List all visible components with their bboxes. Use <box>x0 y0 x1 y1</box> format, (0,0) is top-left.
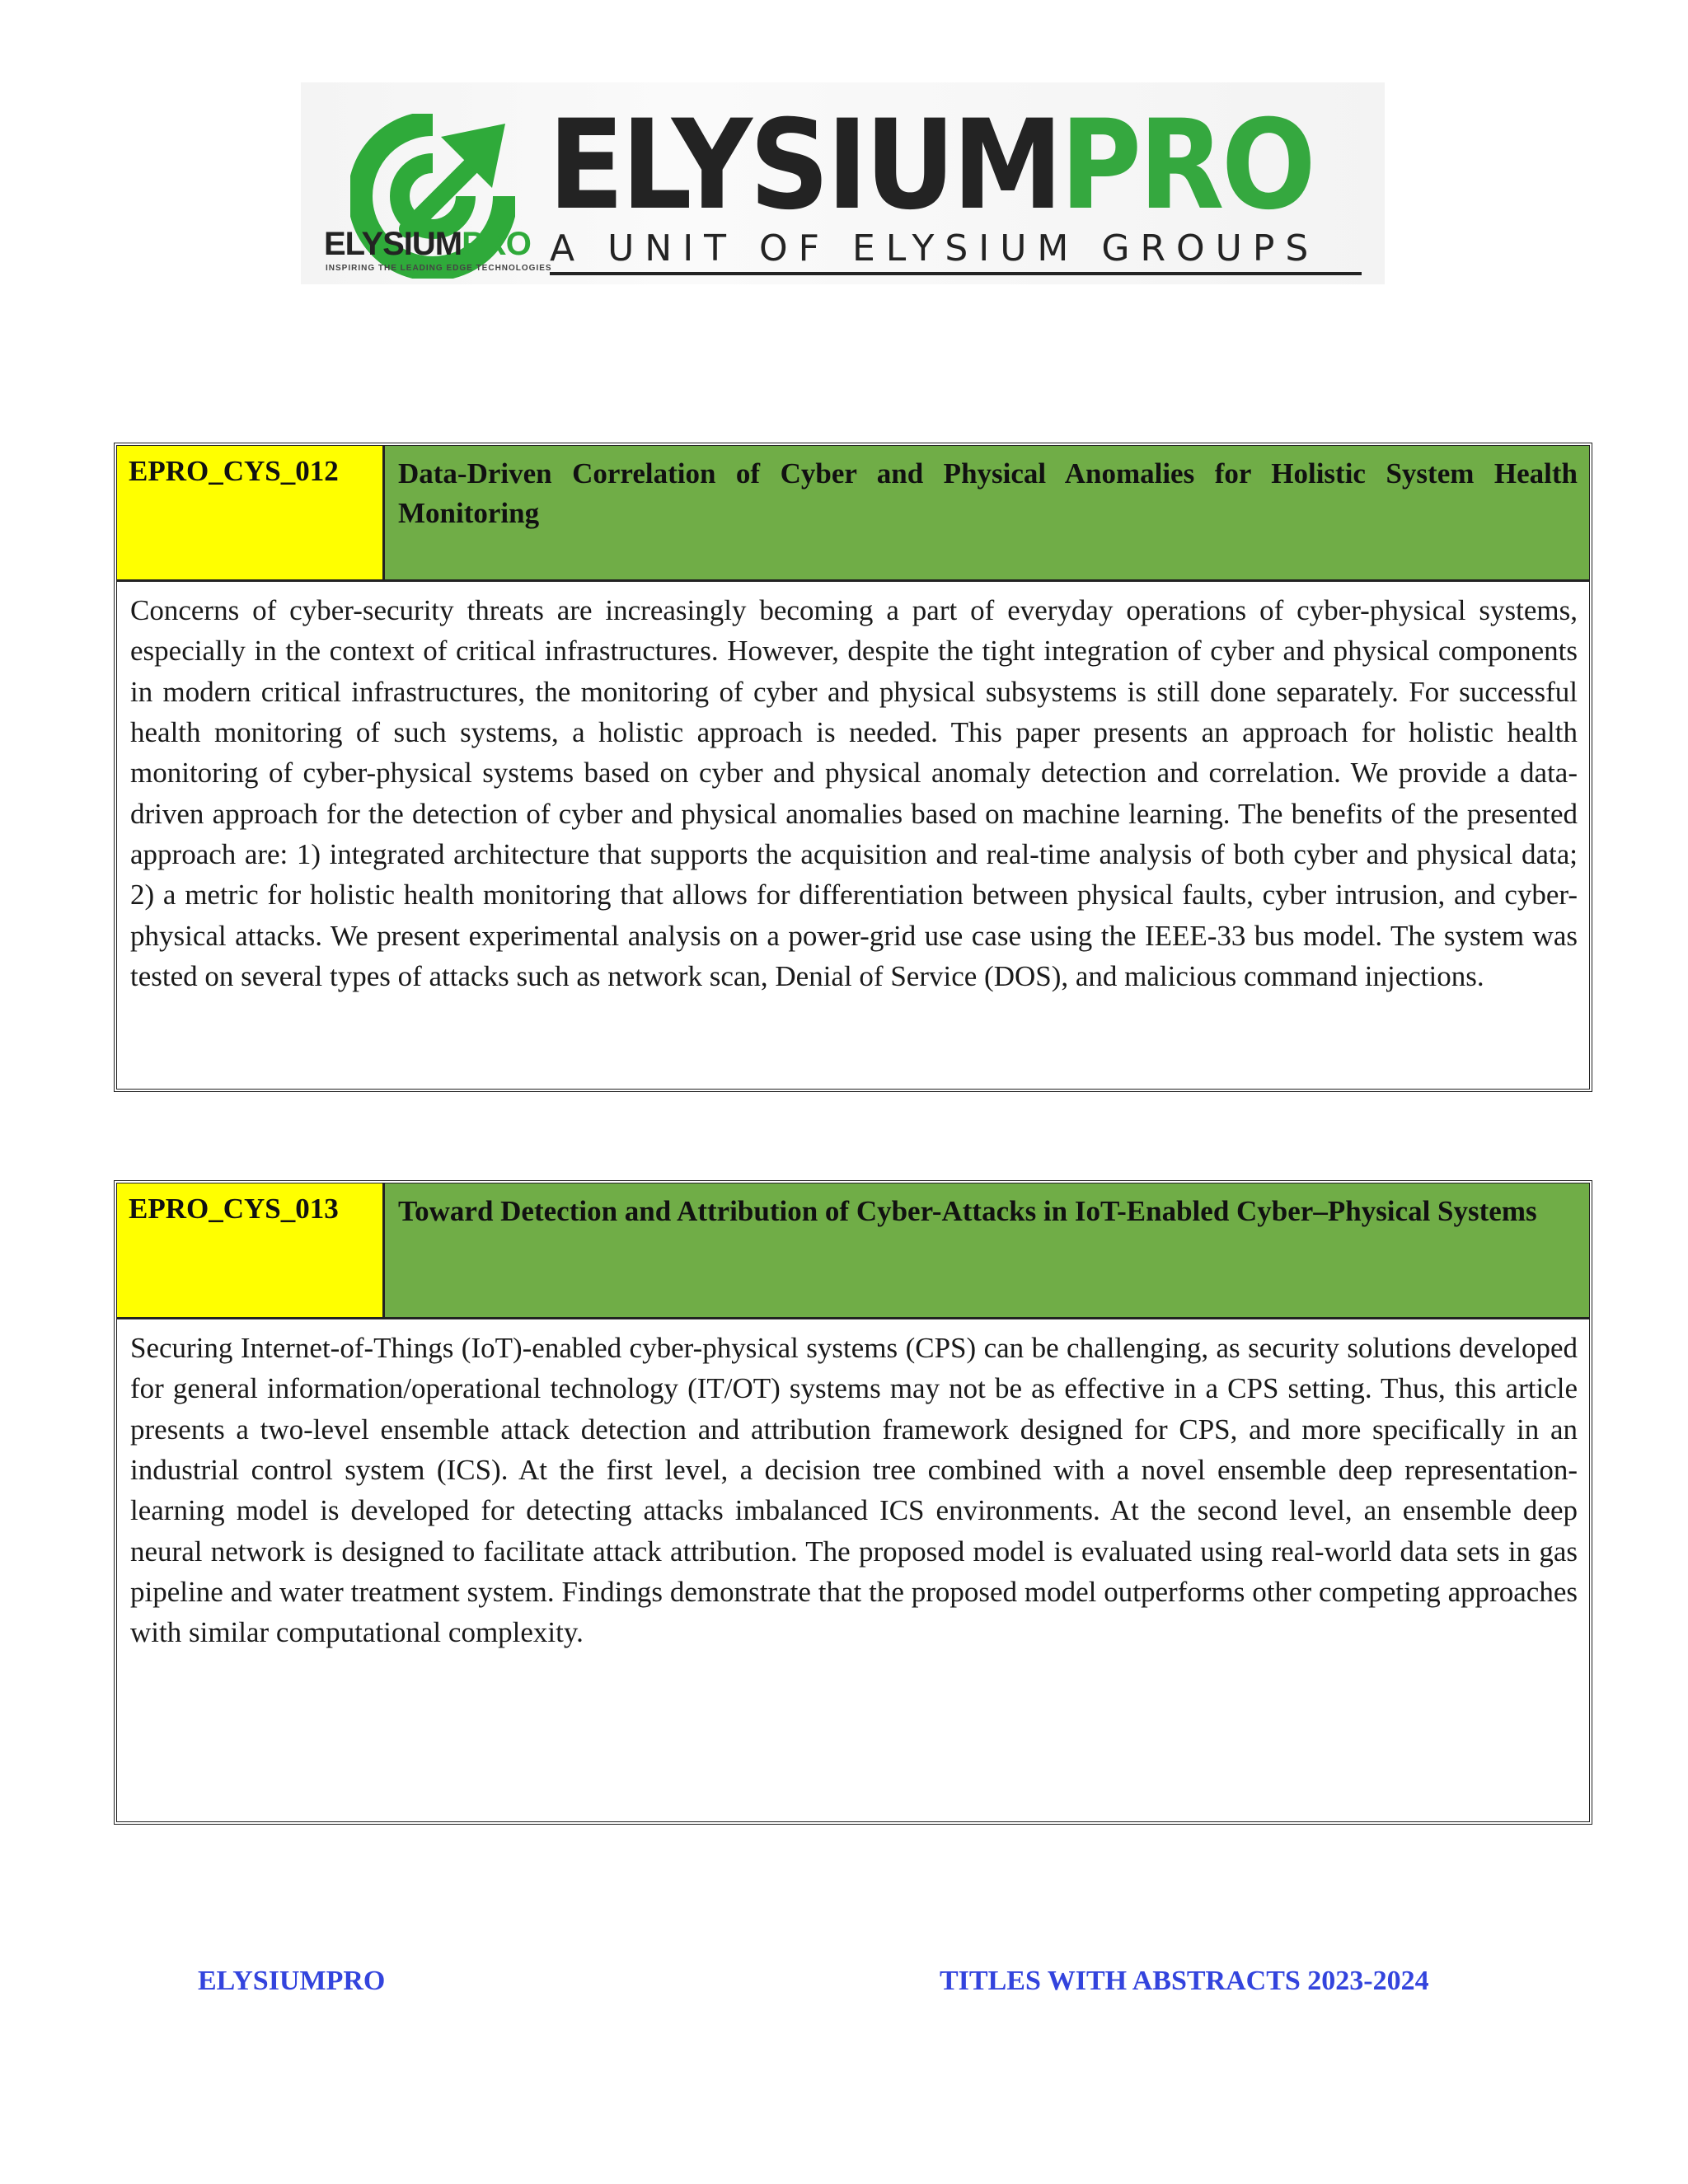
logo-unit-line: A UNIT OF ELYSIUM GROUPS <box>550 231 1362 275</box>
footer-company-name: ELYSIUMPRO <box>198 1966 386 1996</box>
project-abstract: Securing Internet-of-Things (IoT)-enabled cyber-physical systems (CPS) can be challenging, as security solutions developed for general information/operational technology (IT/OT) systems may not be as effective in a CPS setting. Thus, this article presents a two-level ensemble attack detection and attribution framework designed for CPS, and more specifically in an industrial control system (ICS). At the first level, a decision tree combined with a novel ensemble deep representation-learning model is developed for detecting attacks imbalanced ICS environments. At the second level, an ensemble deep neural network is designed to facilitate attack attribution. The proposed model is evaluated using real-world data sets in gas pipeline and water treatment system. Findings demonstrate that the proposed model outperforms other competing approaches with similar computational complexity. <box>130 1332 1578 1649</box>
entry-header-row <box>117 446 1589 582</box>
logo-small-name: ELYSIUMPRO <box>324 226 531 262</box>
footer-document-title: TITLES WITH ABSTRACTS 2023-2024 <box>940 1966 1429 1996</box>
project-title: Data-Driven Correlation of Cyber and Physical Anomalies for Holistic System Health Monitoring <box>385 446 1589 579</box>
entry-header-row <box>117 1183 1589 1319</box>
abstract-entry <box>114 443 1592 1092</box>
abstract-entry <box>114 1180 1592 1825</box>
project-code: EPRO_CYS_012 <box>117 446 385 579</box>
project-title: Toward Detection and Attribution of Cyber-Attacks in IoT-Enabled Cyber–Physical Systems <box>385 1183 1589 1317</box>
project-abstract: Concerns of cyber-security threats are increasingly becoming a part of everyday operations of cyber-physical systems, especially in the context of critical infrastructures. However, despite the tight integration of cyber and physical components in modern critical infrastructures, the monitoring of cyber and physical subsystems is still done separately. For successful health monitoring of such systems, a holistic approach is needed. This paper presents an approach for holistic health monitoring of cyber-physical systems based on cyber and physical anomaly detection and correlation. We provide a data-driven approach for the detection of cyber and physical anomalies based on machine learning. The benefits of the presented approach are: 1) integrated architecture that supports the acquisition and real-time analysis of both cyber and physical data; 2) a metric for holistic health monitoring that allows for differentiation between physical faults, cyber intrusion, and cyber-physical attacks. We present experimental analysis on a power-grid use case using the IEEE-33 bus model. The system was tested on several types of attacks such as network scan, Denial of Service (DOS), and malicious command injections. <box>130 594 1578 993</box>
logo-tagline: INSPIRING THE LEADING EDGE TECHNOLOGIES <box>326 264 552 273</box>
logo-wordmark: ELYSIUMPRO <box>548 94 1314 237</box>
project-code: EPRO_CYS_013 <box>117 1183 385 1317</box>
company-logo <box>301 82 1385 284</box>
